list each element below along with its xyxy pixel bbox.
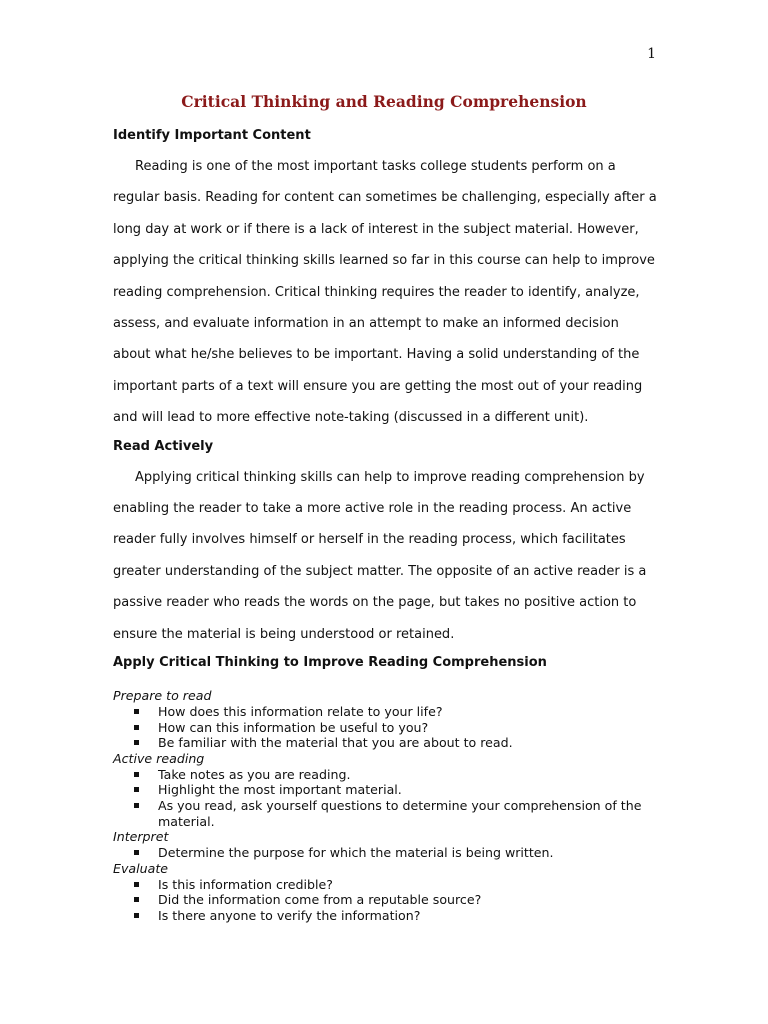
section-paragraph-identify: Reading is one of the most important tasks college students perform on a regular basis. Reading for content can sometimes be challenging, especially after a long day at work or if there is a lack of interest in the subject material. However, applying the critical thinking skills learned so far in this course can help to improve reading comprehension. Critical thinking requires the reader to identify, analyze, assess, and evaluate information in an attempt to make an informed decision about what he/she believes to be important. Having a solid understanding of the important parts of a text will ensure you are getting the most out of your reading and will lead to more effective note-taking (discussed in a different unit).	[113, 159, 657, 426]
step-group	[113, 861, 658, 924]
square-bullet-icon	[134, 787, 139, 792]
square-bullet-icon	[134, 725, 139, 730]
step-group	[113, 688, 658, 751]
list-item: As you read, ask yourself questions to determine your comprehension of the material.	[113, 798, 658, 829]
section-heading-identify: Identify Important Content	[113, 128, 311, 143]
square-bullet-icon	[134, 882, 139, 887]
square-bullet-icon	[134, 709, 139, 714]
steps-list	[113, 688, 658, 924]
list-item: Is there anyone to verify the information?	[113, 908, 658, 924]
list-item: Take notes as you are reading.	[113, 767, 658, 783]
list-item: Determine the purpose for which the material is being written.	[113, 845, 658, 861]
list-item: How does this information relate to your life?	[113, 704, 658, 720]
square-bullet-icon	[134, 897, 139, 902]
page-number: 1	[647, 46, 656, 62]
list-item: Be familiar with the material that you are about to read.	[113, 735, 658, 751]
step-group	[113, 829, 658, 860]
list-item: Highlight the most important material.	[113, 782, 658, 798]
section-heading-apply: Apply Critical Thinking to Improve Reading Comprehension	[113, 655, 547, 671]
section-paragraph-read-actively: Applying critical thinking skills can help to improve reading comprehension by enabling the reader to take a more active role in the reading process. An active reader fully involves himself or herself in the reading process, which facilitates greater understanding of the subject matter. The opposite of an active reader is a passive reader who reads the words on the page, but takes no positive action to ensure the material is being understood or retained.	[113, 469, 647, 642]
step-label: Prepare to read	[113, 688, 212, 704]
step-label: Interpret	[113, 829, 169, 845]
square-bullet-icon	[134, 913, 139, 918]
document-title: Critical Thinking and Reading Comprehension	[181, 92, 587, 111]
square-bullet-icon	[134, 850, 139, 855]
document-body	[113, 125, 658, 924]
section-heading-read-actively: Read Actively	[113, 438, 214, 454]
step-label: Evaluate	[113, 860, 169, 876]
square-bullet-icon	[134, 772, 139, 777]
step-label: Active reading	[113, 750, 205, 766]
step-group	[113, 751, 658, 830]
list-item: How can this information be useful to you?	[113, 720, 658, 736]
square-bullet-icon	[134, 740, 139, 745]
list-item: Did the information come from a reputable source?	[113, 892, 658, 908]
square-bullet-icon	[134, 803, 139, 808]
list-item: Is this information credible?	[113, 877, 658, 893]
